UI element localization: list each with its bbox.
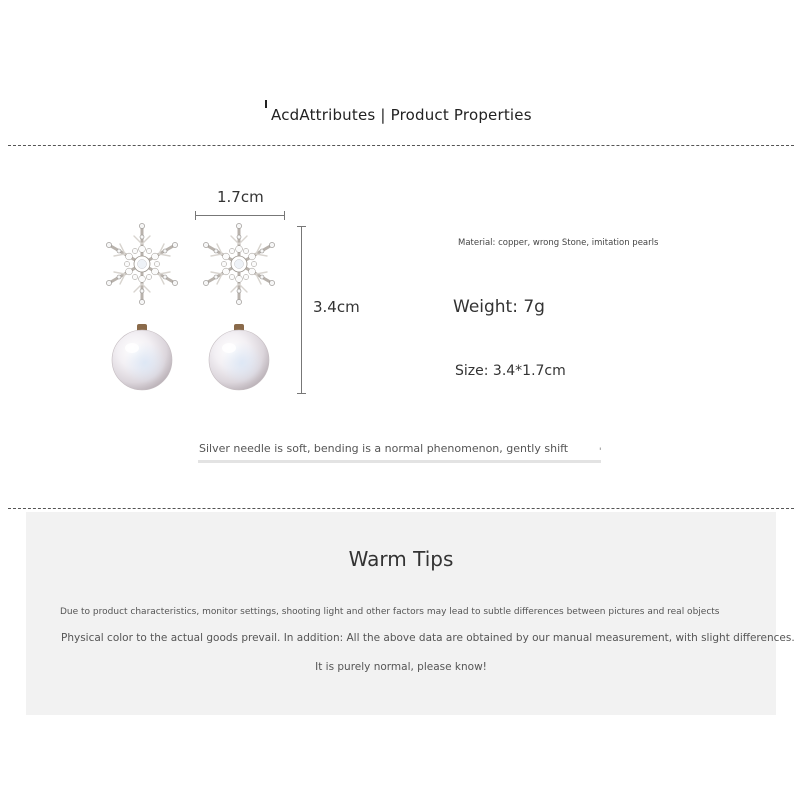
product-image [92, 222, 292, 407]
title-marker [265, 100, 267, 108]
top-divider [8, 145, 794, 146]
warm-tips-panel [26, 512, 795, 715]
warm-tips-line-2: Physical color to the actual goods prevail. In addition: All the above data are obtained by our manual measurement, with slight differences. [61, 632, 795, 644]
weight-text: Weight: 7g [453, 297, 545, 317]
material-text: Material: copper, wrong Stone, imitation pearls [458, 238, 659, 248]
size-text: Size: 3.4*1.7cm [455, 363, 566, 379]
warm-tips-line-1: Due to product characteristics, monitor settings, shooting light and other factors may lead to subtle differences between pictures and real objects [60, 607, 720, 617]
height-dimension-line [301, 226, 302, 394]
width-dimension-line [195, 215, 285, 216]
warm-tips-line-3: It is purely normal, please know! [315, 661, 487, 673]
width-label: 1.7cm [217, 188, 264, 206]
notice-text: Silver needle is soft, bending is a normal phenomenon, gently shift [199, 442, 569, 455]
page-title: AcdAttributes | Product Properties [271, 106, 532, 124]
section-divider [8, 508, 794, 509]
notice-underline [198, 460, 601, 463]
warm-tips-title: Warm Tips [348, 547, 454, 571]
height-label: 3.4cm [313, 298, 360, 316]
notice-mark: ' [599, 447, 602, 457]
